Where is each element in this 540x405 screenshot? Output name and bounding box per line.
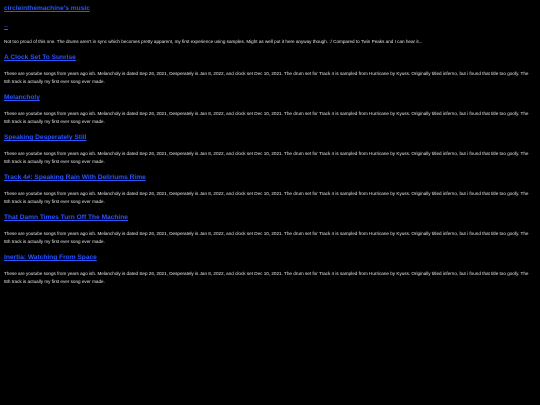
post xyxy=(4,54,532,86)
post-body: These are youtube songs from years ago ish. Melancholy is dated Sep 26, 2021, Desperately is Jan 8, 2022, and clock set Dec 10, 2021. The drum set for Track 4 is sampled from Hurricane by Kyuss. Originally titled inferno, but i found that title too goofy. The 5th track is actually my first ever song ever made. xyxy=(4,231,529,244)
post xyxy=(4,214,532,246)
post-body: These are youtube songs from years ago ish. Melancholy is dated Sep 26, 2021, Desperately is Jan 8, 2022, and clock set Dec 10, 2021. The drum set for Track 4 is sampled from Hurricane by Kyuss. Originally titled inferno, but i found that title too goofy. The 5th track is actually my first ever song ever made. xyxy=(4,151,529,164)
site-title-link[interactable]: circleinthemachine's music xyxy=(4,5,90,12)
post-body: These are youtube songs from years ago ish. Melancholy is dated Sep 26, 2021, Desperately is Jan 8, 2022, and clock set Dec 10, 2021. The drum set for Track 4 is sampled from Hurricane by Kyuss. Originally titled inferno, but i found that title too goofy. The 5th track is actually my first ever song ever made. xyxy=(4,191,529,204)
home-dash-link[interactable]: -- xyxy=(4,24,8,30)
post-title-link[interactable]: A Clock Set To Sunrise xyxy=(4,54,76,61)
post-body: These are youtube songs from years ago ish. Melancholy is dated Sep 26, 2021, Desperately is Jan 8, 2022, and clock set Dec 10, 2021. The drum set for Track 4 is sampled from Hurricane by Kyuss. Originally titled inferno, but i found that title too goofy. The 5th track is actually my first ever song ever made. xyxy=(4,111,529,124)
post xyxy=(4,174,532,206)
post-body: These are youtube songs from years ago ish. Melancholy is dated Sep 26, 2021, Desperately is Jan 8, 2022, and clock set Dec 10, 2021. The drum set for Track 4 is sampled from Hurricane by Kyuss. Originally titled inferno, but i found that title too goofy. The 5th track is actually my first ever song ever made. xyxy=(4,71,529,84)
intro-text: Not too proud of this one. The drums aren't in sync which becomes pretty apparent, my first experience using samples. Might as well put it here anyway though. :/ Compared to Twin Peaks and I can hear it... xyxy=(4,39,423,44)
post-title-link[interactable]: That Damn Times Turn Off The Machine xyxy=(4,214,128,221)
post xyxy=(4,134,532,166)
post xyxy=(4,94,532,126)
post-title-link[interactable]: Inertia: Watching From Space xyxy=(4,254,97,261)
post-title-link[interactable]: Track 4#: Speaking Rain With Deliriums Rime xyxy=(4,174,146,181)
post-title-link[interactable]: Melancholy xyxy=(4,94,40,101)
post xyxy=(4,254,532,286)
post-title-link[interactable]: Speaking Desperately Still xyxy=(4,134,87,141)
post-body: These are youtube songs from years ago ish. Melancholy is dated Sep 26, 2021, Desperately is Jan 8, 2022, and clock set Dec 10, 2021. The drum set for Track 4 is sampled from Hurricane by Kyuss. Originally titled inferno, but i found that title too goofy. The 5th track is actually my first ever song ever made. xyxy=(4,271,529,284)
